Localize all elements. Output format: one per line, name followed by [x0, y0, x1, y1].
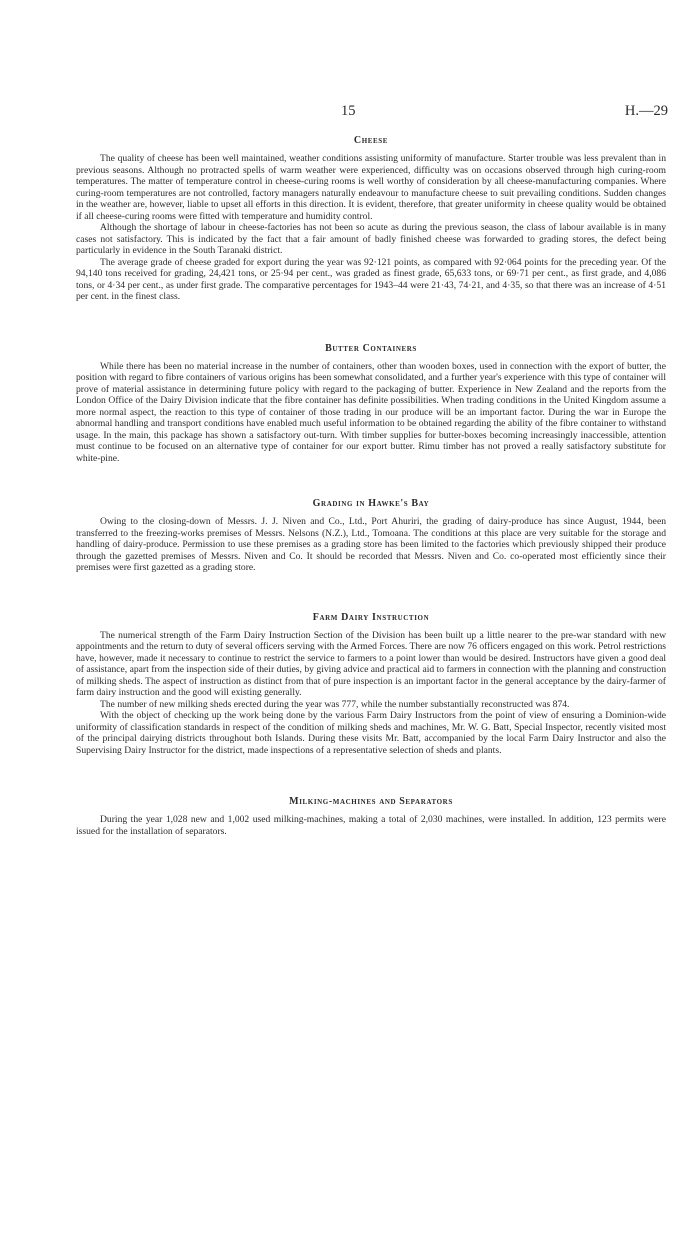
paragraph: The number of new milking sheds erected during the year was 777, while the number substantially reconstructed was 874. — [100, 698, 570, 710]
section-cheese — [76, 135, 666, 303]
paragraph: Although the shortage of labour in cheese-factories has not been so acute as during the previous season, the class of labour available is in many cases not satisfactory. This is indicated by the fact that a fair amount of badly finished cheese was forwarded to grading stores, the defect being particularly in evidence in the South Taranaki district. — [76, 222, 666, 256]
paragraph: The average grade of cheese graded for export during the year was 92·121 points, as compared with 92·064 points for the preceding year. Of the 94,140 tons received for grading, 24,421 tons, or 25·94 per cent., was graded as finest grade, 65,633 tons, or 69·71 per cent., as first grade, and 4,086 tons, or 4·34 per cent., as under first grade. The comparative percentages for 1943–44 were 21·43, 74·21, and 4·35, so that there was an increase of 4·51 per cent. in the finest class. — [76, 256, 666, 302]
paragraph: During the year 1,028 new and 1,002 used milking-machines, making a total of 2,030 machines, were installed. In addition, 123 permits were issued for the installation of separators. — [76, 814, 666, 837]
section-butter-containers — [76, 343, 666, 465]
section-title: Cheese — [353, 135, 389, 146]
paragraph: With the object of checking up the work being done by the various Farm Dairy Instructors from the point of view of ensuring a Dominion-wide uniformity of classification standards in respect of the condition of milking sheds and machines, Mr. W. G. Batt, Special Inspector, recently visited most of the principal dairying districts throughout both Islands. During these visits Mr. Batt, accompanied by the local Farm Dairy Instructor and also the Supervising Dairy Instructor for the district, made inspections of a representative selection of sheds and plants. — [76, 710, 666, 756]
paragraph: The quality of cheese has been well maintained, weather conditions assisting uniformity of manufacture. Starter trouble was less prevalent than in previous seasons. Although no protracted spells of warm weather were experienced, difficulty was on occasions observed through high curing-room temperatures. The matter of temperature control in cheese-curing rooms is well worthy of consideration by all cheese-manufacturing companies. Where curing-room temperatures are not controlled, factory managers naturally endeavour to manufacture cheese to suit prevailing conditions. Sudden changes in the weather are, however, liable to upset all efforts in this direction. It is evident, therefore, that greater uniformity in cheese quality would be obtained if all cheese-curing rooms were fitted with temperature and humidity control. — [76, 153, 666, 222]
section-title: Grading in Hawke's Bay — [312, 498, 430, 509]
paragraph: The numerical strength of the Farm Dairy Instruction Section of the Division has been built up a little nearer to the pre-war standard with new appointments and the return to duty of several officers serving with the Armed Forces. There are now 76 officers engaged on this work. Petrol restrictions have, however, made it necessary to continue to restrict the service to farmers to a point lower than would be desired. Instructors have given a good deal of assistance, apart from the inspection side of their duties, by giving advice and practical aid to farmers in connection with the planning and construction of milking sheds. The aspect of instruction as distinct from that of pure inspection is an important factor in the general acceptance by the dairy-farmer of farm dairy instruction and the good will existing generally. — [76, 629, 666, 698]
section-title: Farm Dairy Instruction — [312, 611, 430, 623]
paragraph: While there has been no material increase in the number of containers, other than wooden boxes, used in connection with the export of butter, the position with regard to fibre containers of various origins has been somewhat consolidated, and a further year's experience with this type of container will prove of material assistance in determining future policy with regard to the packaging of butter. Experience in New Zealand and the reports from the London Office of the Dairy Division indicate that the fibre container has definite possibilities. When trading conditions in the United Kingdom assume a more normal aspect, the reaction to this type of container of those trading in our produce will be an important factor. During the war in Europe the abnormal handling and transport conditions have enabled much useful information to be obtained regarding the ability of the fibre container to withstand usage. In the main, this package has shown a satisfactory out-turn. With timber supplies for butter-boxes becoming increasingly inaccessible, attention must continue to be focused on an alternative type of container for our export butter. Rimu timber has not proved a really satisfactory substitute for white-pine. — [76, 360, 666, 464]
paragraph: Owing to the closing-down of Messrs. J. J. Niven and Co., Ltd., Port Ahuriri, the grading of dairy-produce has since August, 1944, been transferred to the freezing-works premises of Messrs. Nelsons (N.Z.), Ltd., Tomoana. The conditions at this place are very suitable for the storage and handling of dairy-produce. Permission to use these premises as a grading store has been limited to the factories which previously shipped their produce through the gazetted premises of Messrs. Niven and Co. It should be recorded that Messrs. Niven and Co. co-operated most efficiently since their premises were first gazetted as a grading store. — [76, 516, 666, 573]
section-grading-hawkes-bay — [76, 498, 666, 574]
document-body — [76, 135, 666, 837]
section-title: Butter Containers — [325, 342, 417, 354]
series-code: H.—29 — [624, 103, 668, 119]
page-number: 15 — [341, 103, 356, 119]
section-milking-machines — [76, 796, 666, 837]
section-farm-dairy-instruction — [76, 612, 666, 757]
section-title: Milking-machines and Separators — [289, 796, 453, 807]
page-header — [0, 103, 700, 123]
